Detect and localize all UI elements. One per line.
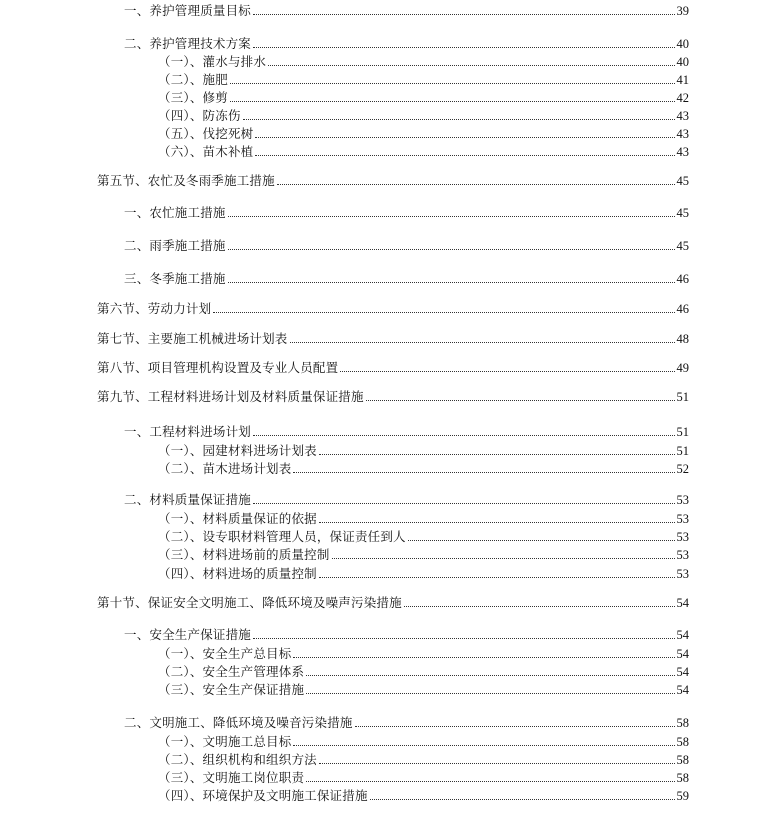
toc-entry-title: （二）、安全生产管理体系 bbox=[158, 664, 305, 679]
toc-dot-leader bbox=[268, 65, 674, 66]
toc-dot-leader bbox=[319, 763, 675, 764]
toc-entry[interactable] bbox=[158, 749, 689, 767]
toc-entry-page: 53 bbox=[676, 567, 689, 581]
toc-entry[interactable] bbox=[158, 105, 689, 123]
toc-entry-title: 二、文明施工、降低环境及噪音污染措施 bbox=[124, 715, 353, 730]
toc-entry-page: 53 bbox=[676, 512, 689, 526]
toc-entry[interactable] bbox=[124, 0, 689, 18]
toc-dot-leader bbox=[290, 342, 675, 343]
toc-entry-title: （五）、伐挖死树 bbox=[158, 126, 254, 141]
toc-dot-leader bbox=[366, 400, 675, 401]
toc-entry-page: 46 bbox=[676, 272, 689, 286]
toc-entry-page: 54 bbox=[676, 596, 689, 610]
toc-entry[interactable] bbox=[158, 440, 689, 458]
toc-dot-leader bbox=[408, 540, 675, 541]
toc-dot-leader bbox=[255, 137, 674, 138]
toc-entry-page: 45 bbox=[676, 174, 689, 188]
toc-entry-title: 第十节、保证安全文明施工、降低环境及噪声污染措施 bbox=[97, 595, 402, 610]
toc-entry-page: 48 bbox=[676, 332, 689, 346]
toc-dot-leader bbox=[253, 503, 674, 504]
toc-entry[interactable] bbox=[124, 268, 689, 286]
toc-dot-leader bbox=[332, 558, 675, 559]
toc-entry[interactable] bbox=[124, 489, 689, 507]
toc-dot-leader bbox=[230, 83, 675, 84]
toc-entry[interactable] bbox=[158, 731, 689, 749]
toc-dot-leader bbox=[230, 101, 675, 102]
toc-entry-title: 第七节、主要施工机械进场计划表 bbox=[97, 331, 288, 346]
toc-entry-title: 二、养护管理技术方案 bbox=[124, 36, 252, 51]
toc-dot-leader bbox=[306, 781, 674, 782]
toc-dot-leader bbox=[293, 472, 674, 473]
toc-dot-leader bbox=[228, 282, 675, 283]
toc-entry[interactable] bbox=[97, 170, 689, 188]
toc-dot-leader bbox=[319, 454, 675, 455]
toc-entry-title: （四）、防冻伤 bbox=[158, 108, 241, 123]
toc-entry-page: 40 bbox=[676, 37, 689, 51]
toc-entry-title: （一）、园建材料进场计划表 bbox=[158, 443, 317, 458]
toc-dot-leader bbox=[340, 371, 674, 372]
toc-entry-title: （二）、设专职材料管理人员，保证责任到人 bbox=[158, 529, 406, 544]
toc-entry[interactable] bbox=[158, 661, 689, 679]
toc-entry-page: 51 bbox=[676, 444, 689, 458]
toc-entry-title: 三、冬季施工措施 bbox=[124, 271, 226, 286]
toc-entry[interactable] bbox=[158, 458, 689, 476]
toc-entry-title: 一、工程材料进场计划 bbox=[124, 424, 252, 439]
toc-dot-leader bbox=[228, 249, 675, 250]
toc-entry-page: 51 bbox=[676, 390, 689, 404]
toc-entry[interactable] bbox=[97, 357, 689, 375]
toc-dot-leader bbox=[253, 14, 674, 15]
toc-entry-title: 一、农忙施工措施 bbox=[124, 205, 226, 220]
toc-entry-page: 58 bbox=[676, 753, 689, 767]
toc-entry-page: 41 bbox=[676, 73, 689, 87]
toc-entry-page: 58 bbox=[676, 735, 689, 749]
toc-entry-page: 43 bbox=[676, 127, 689, 141]
toc-dot-leader bbox=[253, 435, 674, 436]
toc-entry[interactable] bbox=[124, 235, 689, 253]
toc-entry[interactable] bbox=[158, 643, 689, 661]
toc-entry-title: （一）、安全生产总目标 bbox=[158, 646, 292, 661]
toc-entry-page: 52 bbox=[676, 462, 689, 476]
toc-entry[interactable] bbox=[158, 69, 689, 87]
toc-entry-title: （二）、施肥 bbox=[158, 72, 228, 87]
toc-entry[interactable] bbox=[158, 767, 689, 785]
toc-entry[interactable] bbox=[124, 202, 689, 220]
toc-entry[interactable] bbox=[158, 526, 689, 544]
toc-entry-title: 二、雨季施工措施 bbox=[124, 238, 226, 253]
toc-entry-title: 第五节、农忙及冬雨季施工措施 bbox=[97, 173, 275, 188]
toc-entry[interactable] bbox=[124, 421, 689, 439]
toc-entry-page: 54 bbox=[676, 683, 689, 697]
toc-entry-page: 42 bbox=[676, 91, 689, 105]
toc-dot-leader bbox=[404, 606, 675, 607]
toc-entry-title: （四）、环境保护及文明施工保证措施 bbox=[158, 788, 368, 803]
toc-dot-leader bbox=[306, 675, 674, 676]
toc-entry[interactable] bbox=[158, 123, 689, 141]
toc-entry-title: 一、养护管理质量目标 bbox=[124, 3, 252, 18]
toc-dot-leader bbox=[243, 119, 675, 120]
toc-entry[interactable] bbox=[158, 51, 689, 69]
toc-entry-page: 43 bbox=[676, 145, 689, 159]
toc-dot-leader bbox=[253, 638, 674, 639]
toc-entry-title: （一）、灌水与排水 bbox=[158, 54, 267, 69]
toc-dot-leader bbox=[213, 312, 674, 313]
toc-entry-title: （二）、组织机构和组织方法 bbox=[158, 752, 317, 767]
toc-entry-title: （三）、安全生产保证措施 bbox=[158, 682, 305, 697]
toc-dot-leader bbox=[355, 726, 675, 727]
toc-dot-leader bbox=[319, 522, 675, 523]
toc-entry-page: 53 bbox=[676, 493, 689, 507]
toc-entry[interactable] bbox=[158, 563, 689, 581]
toc-entry-page: 43 bbox=[676, 109, 689, 123]
toc-entry[interactable] bbox=[158, 87, 689, 105]
toc-entry-title: （一）、材料质量保证的依据 bbox=[158, 511, 317, 526]
toc-entry-page: 53 bbox=[676, 530, 689, 544]
toc-entry[interactable] bbox=[124, 33, 689, 51]
toc-entry-page: 59 bbox=[676, 789, 689, 803]
toc-entry[interactable] bbox=[97, 298, 689, 316]
toc-entry-page: 45 bbox=[676, 239, 689, 253]
toc-entry-title: 二、材料质量保证措施 bbox=[124, 492, 252, 507]
toc-entry-title: （四）、材料进场的质量控制 bbox=[158, 566, 317, 581]
toc-entry[interactable] bbox=[158, 679, 689, 697]
toc-entry-page: 45 bbox=[676, 206, 689, 220]
toc-entry-page: 49 bbox=[676, 361, 689, 375]
toc-dot-leader bbox=[277, 184, 675, 185]
toc-entry-page: 51 bbox=[676, 425, 689, 439]
toc-dot-leader bbox=[306, 693, 674, 694]
toc-entry[interactable] bbox=[158, 785, 689, 803]
toc-entry-page: 58 bbox=[676, 771, 689, 785]
toc-entry[interactable] bbox=[97, 386, 689, 404]
toc-entry[interactable] bbox=[124, 712, 689, 730]
toc-entry-title: （三）、材料进场前的质量控制 bbox=[158, 547, 330, 562]
toc-entry-page: 39 bbox=[676, 4, 689, 18]
toc-entry-page: 54 bbox=[676, 647, 689, 661]
toc-dot-leader bbox=[255, 155, 674, 156]
toc-entry-title: （二）、苗木进场计划表 bbox=[158, 461, 292, 476]
toc-dot-leader bbox=[253, 47, 674, 48]
toc-dot-leader bbox=[228, 216, 675, 217]
toc-entry-page: 58 bbox=[676, 716, 689, 730]
toc-entry-title: 第八节、项目管理机构设置及专业人员配置 bbox=[97, 360, 339, 375]
toc-entry-title: （一）、文明施工总目标 bbox=[158, 734, 292, 749]
toc-entry-page: 46 bbox=[676, 302, 689, 316]
toc-entry-page: 40 bbox=[676, 55, 689, 69]
toc-entry-title: （三）、修剪 bbox=[158, 90, 228, 105]
toc-dot-leader bbox=[370, 799, 675, 800]
toc-entry-title: 第六节、劳动力计划 bbox=[97, 301, 212, 316]
toc-entry[interactable] bbox=[158, 141, 689, 159]
toc-entry-page: 54 bbox=[676, 665, 689, 679]
toc-entry-title: 一、安全生产保证措施 bbox=[124, 627, 252, 642]
toc-dot-leader bbox=[319, 577, 675, 578]
toc-entry[interactable] bbox=[124, 624, 689, 642]
toc-entry[interactable] bbox=[97, 592, 689, 610]
toc-entry[interactable] bbox=[97, 328, 689, 346]
toc-entry-page: 54 bbox=[676, 628, 689, 642]
toc-dot-leader bbox=[293, 657, 674, 658]
toc-entry-page: 53 bbox=[676, 548, 689, 562]
toc-entry-title: （三）、文明施工岗位职责 bbox=[158, 770, 305, 785]
toc-entry[interactable] bbox=[158, 544, 689, 562]
toc-entry-title: 第九节、工程材料进场计划及材料质量保证措施 bbox=[97, 389, 364, 404]
toc-entry-title: （六）、苗木补植 bbox=[158, 144, 254, 159]
toc-dot-leader bbox=[293, 745, 674, 746]
toc-entry[interactable] bbox=[158, 508, 689, 526]
